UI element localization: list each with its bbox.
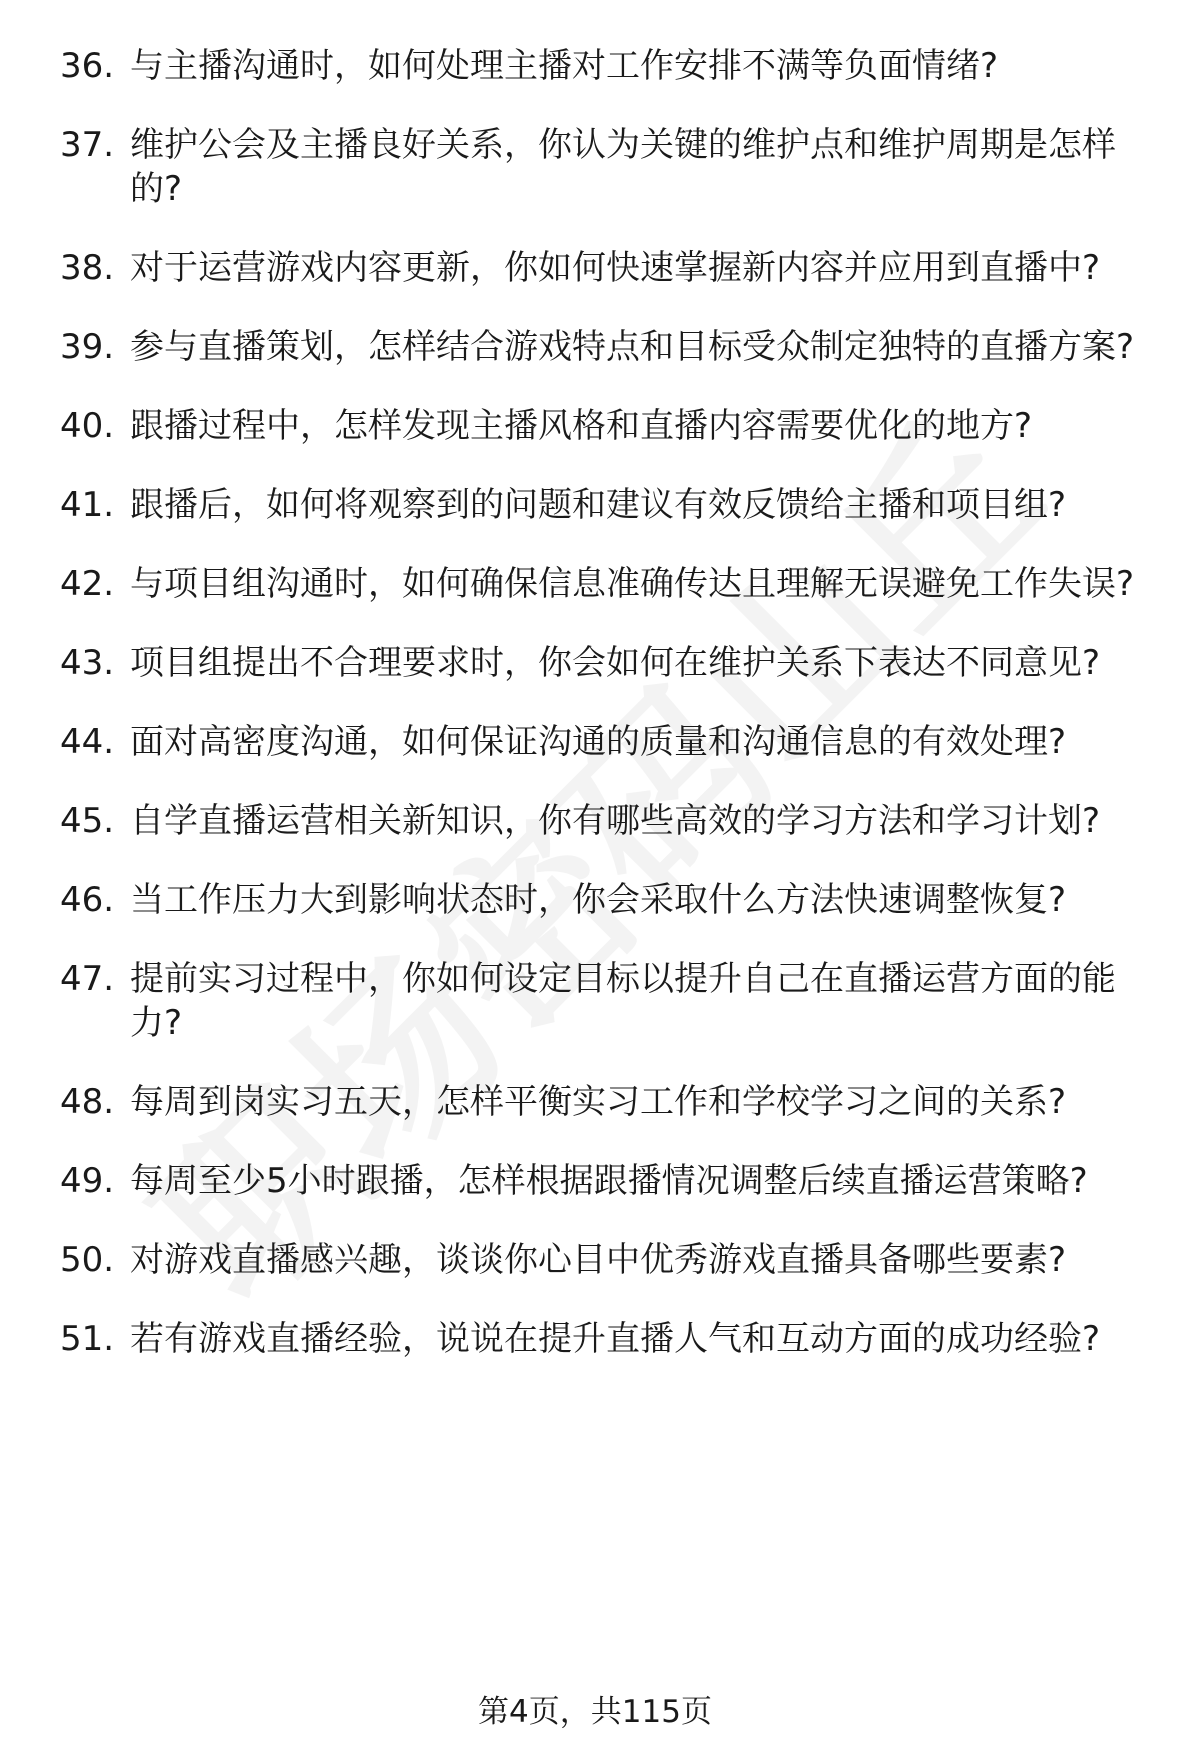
page-number-label: 第4页，共115页 xyxy=(478,1694,712,1730)
question-text: 若有游戏直播经验，说说在提升直播人气和互动方面的成功经验? xyxy=(130,1319,1101,1359)
question-number: 47. xyxy=(60,959,115,999)
question-number: 49. xyxy=(60,1161,115,1201)
question-item xyxy=(60,1317,1160,1361)
question-item xyxy=(60,246,1160,290)
question-number: 43. xyxy=(60,643,115,683)
question-text: 每周至少5小时跟播，怎样根据跟播情况调整后续直播运营策略? xyxy=(130,1161,1088,1201)
question-text: 每周到岗实习五天，怎样平衡实习工作和学校学习之间的关系? xyxy=(130,1082,1067,1122)
question-text: 对游戏直播感兴趣，谈谈你心目中优秀游戏直播具备哪些要素? xyxy=(130,1240,1067,1280)
question-text: 项目组提出不合理要求时，你会如何在维护关系下表达不同意见? xyxy=(130,643,1101,683)
question-item xyxy=(60,878,1160,922)
question-item xyxy=(60,799,1160,843)
question-text: 参与直播策划，怎样结合游戏特点和目标受众制定独特的直播方案? xyxy=(130,327,1135,367)
question-number: 48. xyxy=(60,1082,115,1122)
question-number: 41. xyxy=(60,485,115,525)
question-item xyxy=(60,720,1160,764)
question-text: 对于运营游戏内容更新，你如何快速掌握新内容并应用到直播中? xyxy=(130,248,1101,288)
question-text: 与项目组沟通时，如何确保信息准确传达且理解无误避免工作失误? xyxy=(130,564,1135,604)
page-footer xyxy=(0,1692,1190,1732)
question-list xyxy=(60,44,1160,1396)
question-number: 45. xyxy=(60,801,115,841)
question-text: 跟播过程中，怎样发现主播风格和直播内容需要优化的地方? xyxy=(130,406,1033,446)
question-item xyxy=(60,562,1160,606)
question-number: 36. xyxy=(60,46,115,86)
question-text: 提前实习过程中，你如何设定目标以提升自己在直播运营方面的能力? xyxy=(130,959,1116,1043)
question-number: 38. xyxy=(60,248,115,288)
question-item xyxy=(60,1080,1160,1124)
question-number: 50. xyxy=(60,1240,115,1280)
question-number: 46. xyxy=(60,880,115,920)
question-text: 面对高密度沟通，如何保证沟通的质量和沟通信息的有效处理? xyxy=(130,722,1067,762)
question-item xyxy=(60,1238,1160,1282)
question-item xyxy=(60,325,1160,369)
question-number: 40. xyxy=(60,406,115,446)
question-item xyxy=(60,483,1160,527)
question-number: 37. xyxy=(60,125,115,165)
question-item xyxy=(60,641,1160,685)
question-text: 与主播沟通时，如何处理主播对工作安排不满等负面情绪? xyxy=(130,46,999,86)
question-item xyxy=(60,404,1160,448)
question-text: 当工作压力大到影响状态时，你会采取什么方法快速调整恢复? xyxy=(130,880,1067,920)
question-text: 维护公会及主播良好关系，你认为关键的维护点和维护周期是怎样的? xyxy=(130,125,1116,209)
question-number: 39. xyxy=(60,327,115,367)
question-item xyxy=(60,1159,1160,1203)
question-item xyxy=(60,957,1160,1045)
question-text: 自学直播运营相关新知识，你有哪些高效的学习方法和学习计划? xyxy=(130,801,1101,841)
question-text: 跟播后，如何将观察到的问题和建议有效反馈给主播和项目组? xyxy=(130,485,1067,525)
question-number: 51. xyxy=(60,1319,115,1359)
question-number: 44. xyxy=(60,722,115,762)
question-item xyxy=(60,123,1160,211)
question-number: 42. xyxy=(60,564,115,604)
question-item xyxy=(60,44,1160,88)
